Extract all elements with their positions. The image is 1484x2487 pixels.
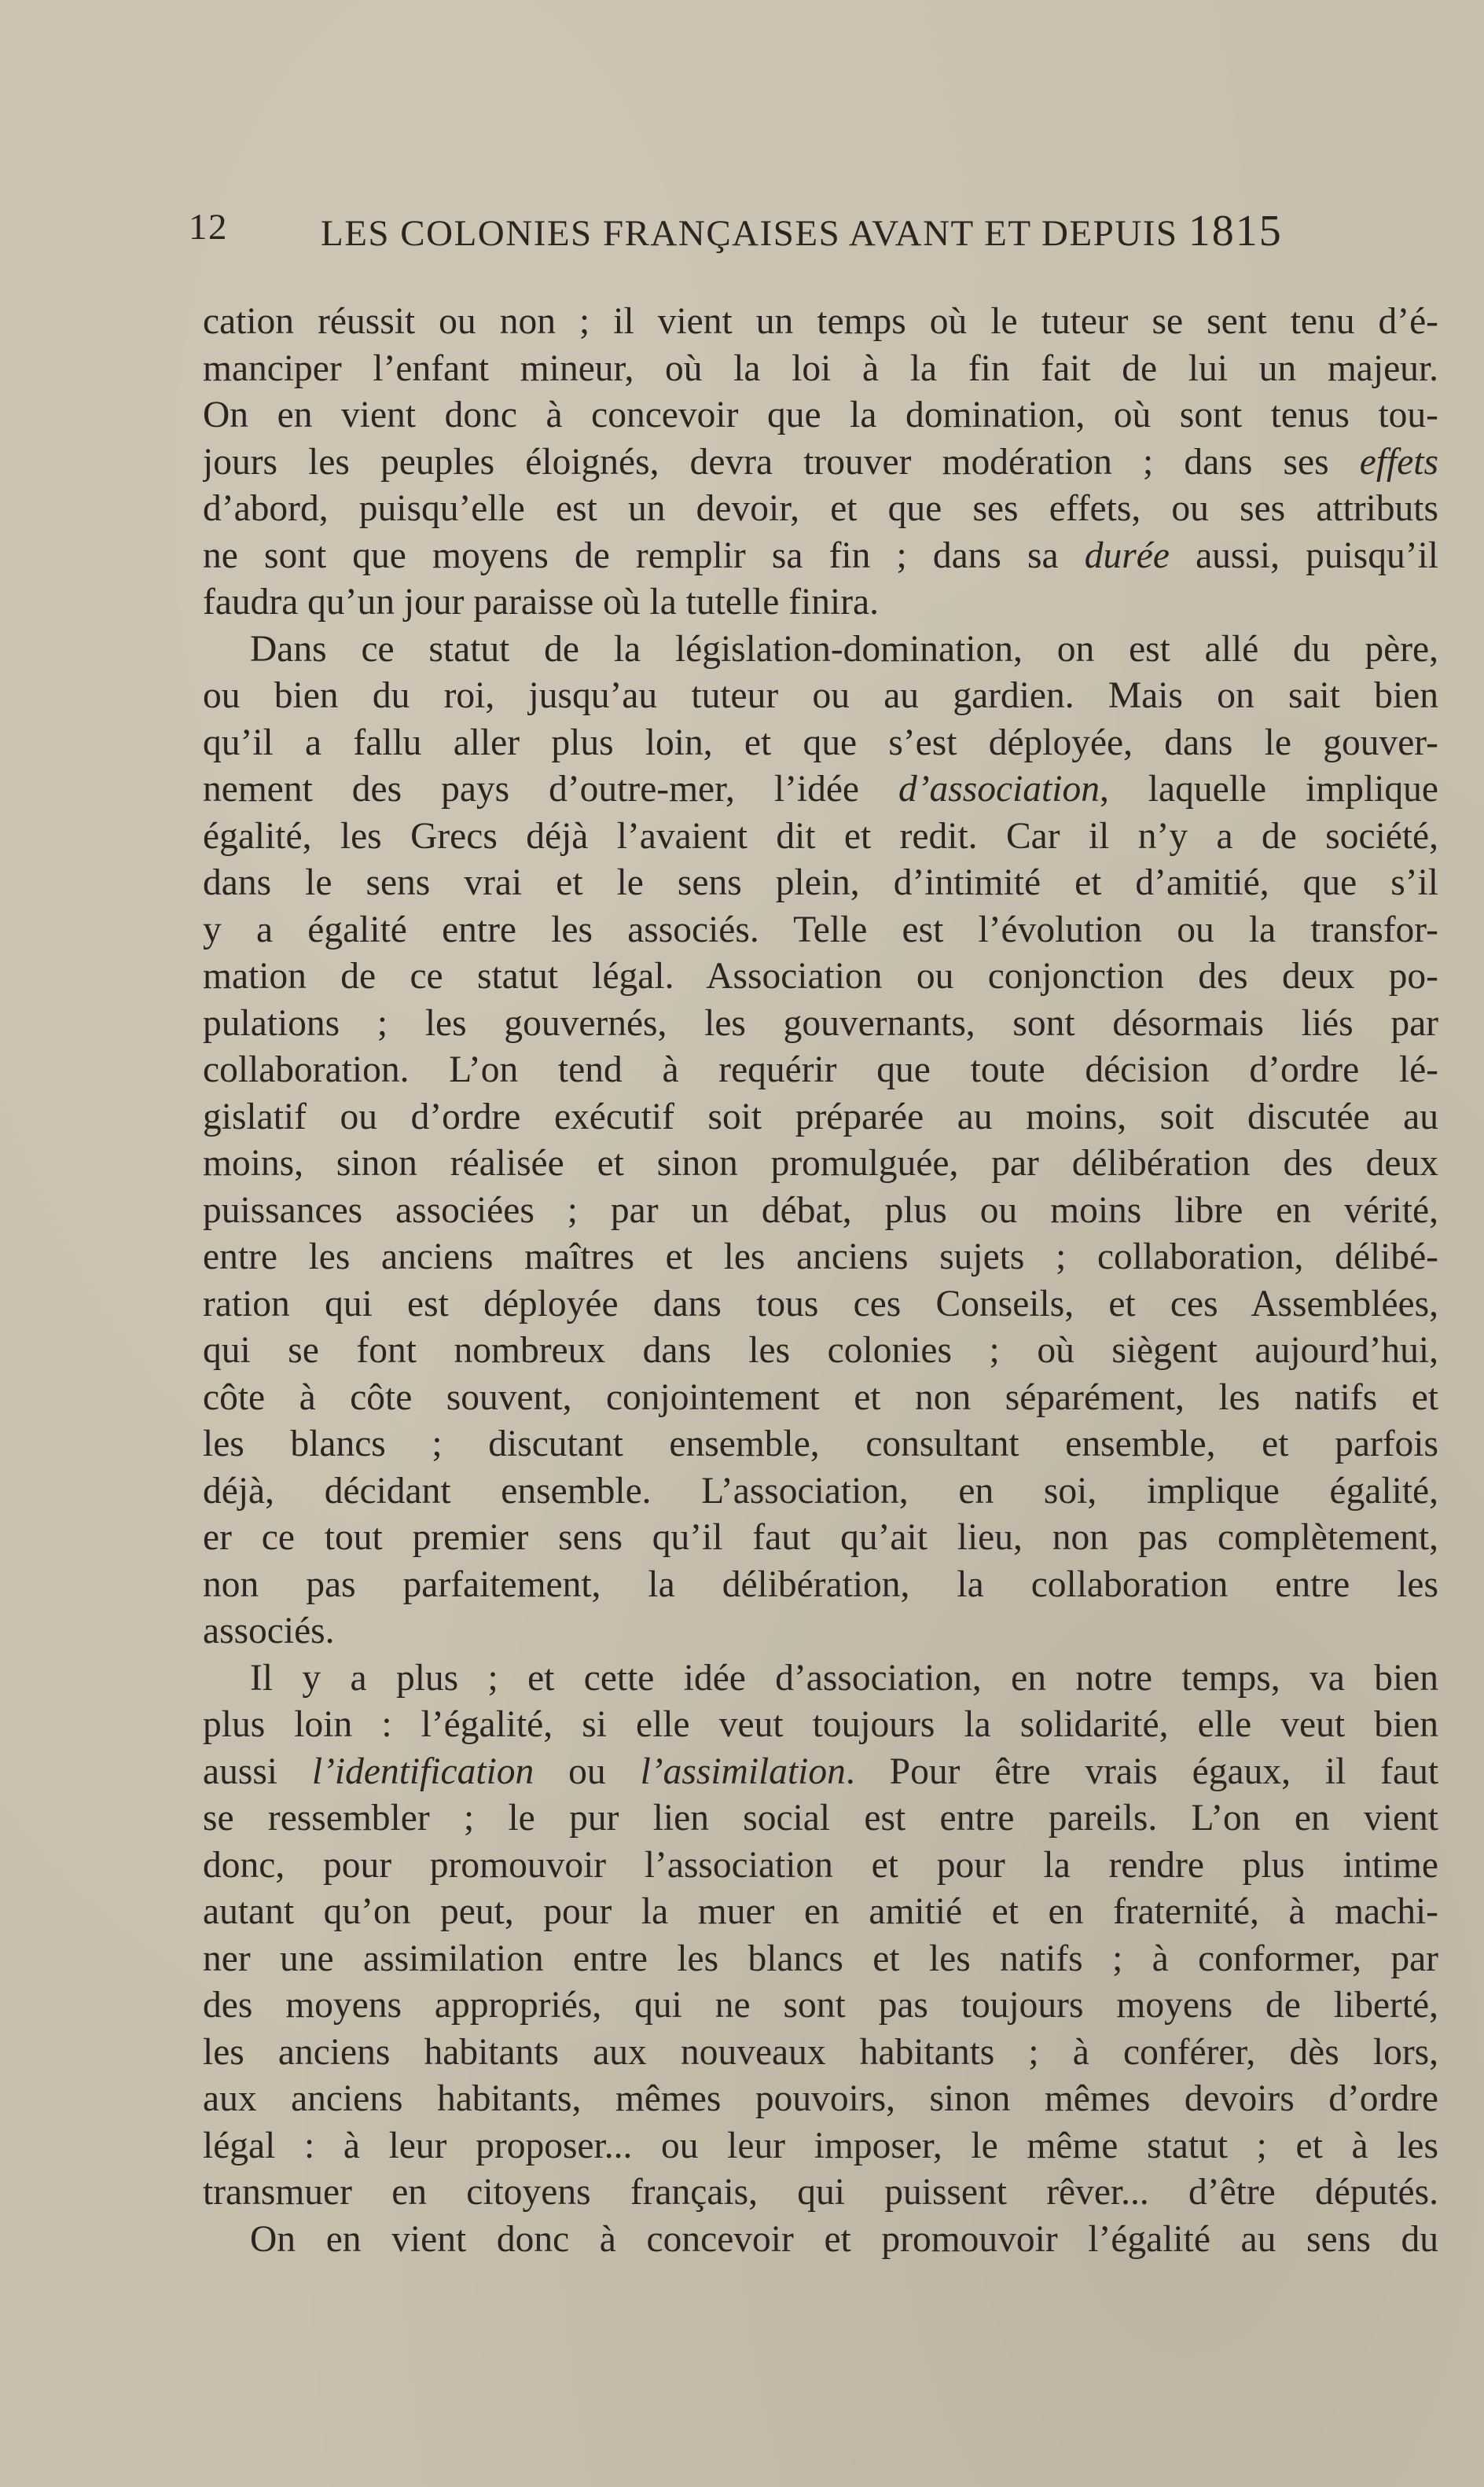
text-line — [203, 346, 1438, 393]
text-run: autant qu’on peut, pour la muer en amitié et en fraternité, à machi- — [203, 1891, 1438, 1932]
text-run: aux anciens habitants, mêmes pouvoirs, sinon mêmes devoirs d’ordre — [203, 2078, 1438, 2119]
italic-phrase: durée — [1084, 535, 1170, 576]
text-run: les blancs ; discutant ensemble, consultant ensemble, et parfois — [203, 1424, 1438, 1464]
text-line — [203, 2123, 1438, 2170]
text-run: non pas parfaitement, la délibération, la collaboration entre les — [203, 1563, 1438, 1605]
text-line — [203, 1655, 1438, 1703]
text-run: côte à côte souvent, conjointement et non séparément, les natifs et — [203, 1376, 1438, 1418]
text-run: puissances associées ; par un débat, plus ou moins libre en vérité, — [203, 1189, 1438, 1231]
text-line — [203, 1328, 1438, 1375]
text-line — [203, 814, 1438, 861]
text-run: er ce tout premier sens qu’il faut qu’ait lieu, non pas complètement, — [203, 1517, 1438, 1558]
text-line — [203, 1702, 1438, 1749]
italic-phrase: l’assimilation — [640, 1750, 846, 1792]
text-line — [203, 1982, 1438, 2030]
running-head — [189, 206, 1305, 261]
text-line — [203, 1795, 1438, 1842]
text-run: gislatif ou d’ordre exécutif soit préparée au moins, soit discutée au — [203, 1096, 1438, 1137]
text-run: ou — [534, 1750, 641, 1792]
text-line — [203, 1234, 1438, 1281]
text-line — [203, 2169, 1438, 2217]
text-line — [203, 579, 1438, 626]
text-line — [203, 1468, 1438, 1515]
text-line — [203, 1094, 1438, 1141]
text-run: On en vient donc à concevoir que la domination, où sont tenus tou- — [203, 395, 1438, 435]
text-line — [203, 392, 1438, 439]
text-line — [203, 2030, 1438, 2077]
italic-phrase: effets — [1359, 441, 1438, 483]
text-line — [203, 1001, 1438, 1048]
text-line — [203, 1375, 1438, 1422]
text-line — [203, 1936, 1438, 1983]
text-run: y a égalité entre les associés. Telle est l’évolution ou la transfor- — [203, 909, 1438, 950]
text-run: cation réussit ou non ; il vient un temps où le tuteur se sent tenu d’é- — [203, 301, 1438, 342]
text-run: associés. — [203, 1611, 335, 1651]
text-run: plus loin : l’égalité, si elle veut toujours la solidarité, elle veut bien — [203, 1704, 1438, 1745]
text-run: ration qui est déployée dans tous ces Conseils, et ces Assemblées, — [203, 1283, 1438, 1324]
text-line — [203, 907, 1438, 954]
text-line — [203, 1141, 1438, 1188]
text-line — [203, 533, 1438, 580]
text-line — [203, 2076, 1438, 2123]
text-line — [203, 673, 1438, 720]
text-run: se ressembler ; le pur lien social est entre pareils. L’on en vient — [203, 1798, 1438, 1839]
text-line — [203, 720, 1438, 767]
running-title-text: LES COLONIES FRANÇAISES AVANT ET DEPUIS — [321, 213, 1178, 254]
text-run: Il y a plus ; et cette idée d’association, en notre temps, va bien — [250, 1657, 1438, 1699]
text-run: déjà, décidant ensemble. L’association, en soi, implique égalité, — [203, 1470, 1438, 1512]
text-run: manciper l’enfant mineur, où la loi à la fin fait de lui un majeur. — [203, 347, 1438, 389]
text-run: nement des pays d’outre-mer, l’idée — [203, 769, 898, 810]
text-run: aussi, puisqu’il — [1169, 535, 1438, 576]
text-run: aussi — [203, 1750, 312, 1792]
text-line — [203, 1842, 1438, 1890]
text-line — [203, 1515, 1438, 1562]
text-line — [203, 1889, 1438, 1936]
text-run: entre les anciens maîtres et les anciens sujets ; collaboration, délibé- — [203, 1236, 1438, 1277]
text-run: . Pour être vrais égaux, il faut — [845, 1750, 1438, 1792]
text-run: ner une assimilation entre les blancs et les natifs ; à conformer, par — [203, 1938, 1438, 1979]
text-line — [203, 1562, 1438, 1609]
text-line — [203, 2217, 1438, 2264]
text-run: faudra qu’un jour paraisse où la tutelle finira. — [203, 582, 879, 623]
text-run: qu’il a fallu aller plus loin, et que s’est déployée, dans le gouver- — [203, 722, 1438, 763]
text-run: collaboration. L’on tend à requérir que toute décision d’ordre lé- — [203, 1049, 1438, 1090]
text-run: les anciens habitants aux nouveaux habitants ; à conférer, dès lors, — [203, 2031, 1438, 2073]
text-run: Dans ce statut de la législation-domination, on est allé du père, — [250, 628, 1438, 670]
text-run: ou bien du roi, jusqu’au tuteur ou au gardien. Mais on sait bien — [203, 675, 1438, 716]
body-text — [203, 299, 1438, 2263]
text-run: moins, sinon réalisée et sinon promulguée, par délibération des deux — [203, 1143, 1438, 1184]
text-run: qui se font nombreux dans les colonies ; où siègent aujourd’hui, — [203, 1330, 1438, 1371]
text-line — [203, 439, 1438, 487]
text-run: légal : à leur proposer... ou leur imposer, le même statut ; et à les — [203, 2125, 1438, 2166]
text-line — [203, 1608, 1438, 1655]
text-line — [203, 299, 1438, 346]
text-run: des moyens appropriés, qui ne sont pas toujours moyens de liberté, — [203, 1985, 1438, 2026]
page-number: 12 — [189, 207, 228, 248]
text-line — [203, 1749, 1438, 1796]
text-run: ne sont que moyens de remplir sa fin ; dans sa — [203, 535, 1085, 576]
text-run: jours les peuples éloignés, devra trouver modération ; dans ses — [203, 441, 1360, 483]
text-run: égalité, les Grecs déjà l’avaient dit et redit. Car il n’y a de société, — [203, 815, 1438, 857]
text-run: donc, pour promouvoir l’association et pour la rendre plus intime — [203, 1844, 1438, 1886]
text-line — [203, 1188, 1438, 1235]
text-run: transmuer en citoyens français, qui puissent rêver... d’être députés. — [203, 2172, 1438, 2213]
running-title — [321, 206, 1283, 256]
text-run: dans le sens vrai et le sens plein, d’intimité et d’amitié, que s’il — [203, 862, 1438, 903]
text-line — [203, 1421, 1438, 1468]
text-line — [203, 1281, 1438, 1328]
text-line — [203, 1047, 1438, 1094]
running-title-year: 1815 — [1188, 207, 1283, 255]
text-run: d’abord, puisqu’elle est un devoir, et que ses effets, ou ses attributs — [203, 488, 1438, 529]
text-line — [203, 766, 1438, 814]
text-run: pulations ; les gouvernés, les gouvernants, sont désormais liés par — [203, 1002, 1438, 1044]
text-run: On en vient donc à concevoir et promouvoir l’égalité au sens du — [250, 2218, 1438, 2260]
italic-phrase: d’association — [898, 769, 1100, 810]
text-run: , laquelle implique — [1099, 769, 1438, 810]
text-line — [203, 626, 1438, 674]
text-line — [203, 953, 1438, 1001]
text-line — [203, 860, 1438, 907]
text-line — [203, 486, 1438, 533]
italic-phrase: l’identification — [311, 1750, 534, 1792]
text-run: mation de ce statut légal. Association ou conjonction des deux po- — [203, 956, 1438, 997]
